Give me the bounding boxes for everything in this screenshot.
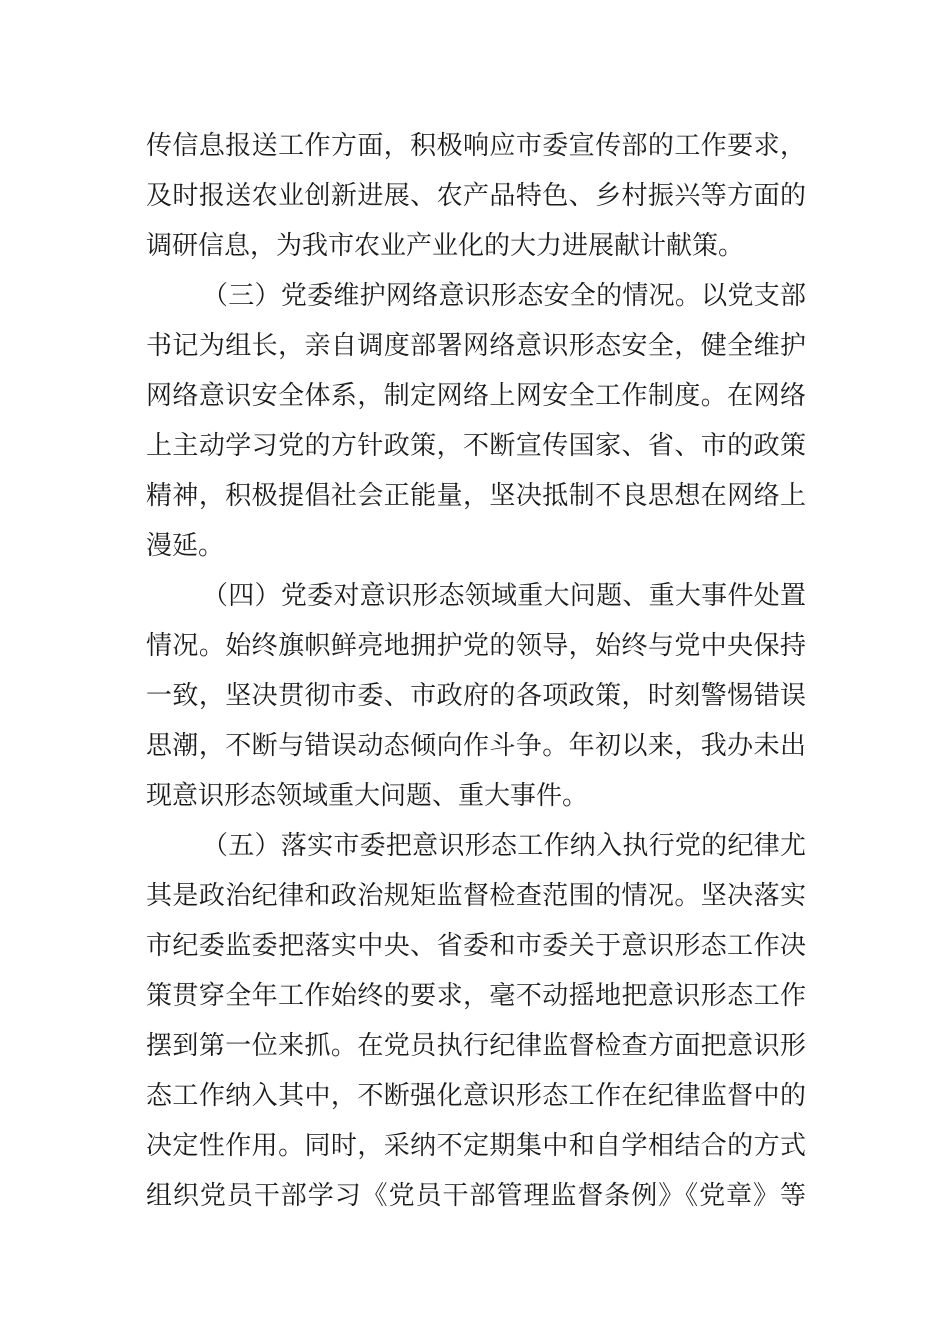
text-line: 思潮，不断与错误动态倾向作斗争。年初以来，我办未出 [146, 731, 806, 761]
text-line: 态工作纳入其中，不断强化意识形态工作在纪律监督中的 [146, 1081, 806, 1111]
text-line: 网络意识安全体系，制定网络上网安全工作制度。在网络 [146, 381, 806, 411]
text-line: 决定性作用。同时，采纳不定期集中和自学相结合的方式 [146, 1131, 806, 1161]
text-line: 及时报送农业创新进展、农产品特色、乡村振兴等方面的 [146, 181, 806, 211]
text-line: 书记为组长，亲自调度部署网络意识形态安全，健全维护 [146, 331, 806, 361]
section-heading-line: （三）党委维护网络意识形态安全的情况。以党支部 [202, 281, 806, 311]
text-line: 上主动学习党的方针政策，不断宣传国家、省、市的政策 [146, 431, 806, 461]
text-line: 现意识形态领域重大问题、重大事件。 [146, 781, 589, 811]
text-line: 情况。始终旗帜鲜亮地拥护党的领导，始终与党中央保持 [146, 631, 806, 661]
text-line: 其是政治纪律和政治规矩监督检查范围的情况。坚决落实 [146, 881, 806, 911]
text-line: 精神，积极提倡社会正能量，坚决抵制不良思想在网络上 [146, 481, 806, 511]
section-heading-line: （五）落实市委把意识形态工作纳入执行党的纪律尤 [202, 831, 806, 861]
document-body [146, 121, 806, 1221]
text-line: 调研信息，为我市农业产业化的大力进展献计献策。 [146, 231, 745, 261]
text-line: 市纪委监委把落实中央、省委和市委关于意识形态工作决 [146, 931, 806, 961]
text-line: 一致，坚决贯彻市委、市政府的各项政策，时刻警惕错误 [146, 681, 806, 711]
text-line: 漫延。 [146, 531, 225, 561]
text-line: 策贯穿全年工作始终的要求，毫不动摇地把意识形态工作 [146, 981, 806, 1011]
text-line: 摆到第一位来抓。在党员执行纪律监督检查方面把意识形 [146, 1031, 806, 1061]
text-line: 传信息报送工作方面，积极响应市委宣传部的工作要求， [146, 131, 806, 161]
text-line: 组织党员干部学习《党员干部管理监督条例》《党章》等 [146, 1181, 806, 1211]
section-heading-line: （四）党委对意识形态领域重大问题、重大事件处置 [202, 581, 806, 611]
